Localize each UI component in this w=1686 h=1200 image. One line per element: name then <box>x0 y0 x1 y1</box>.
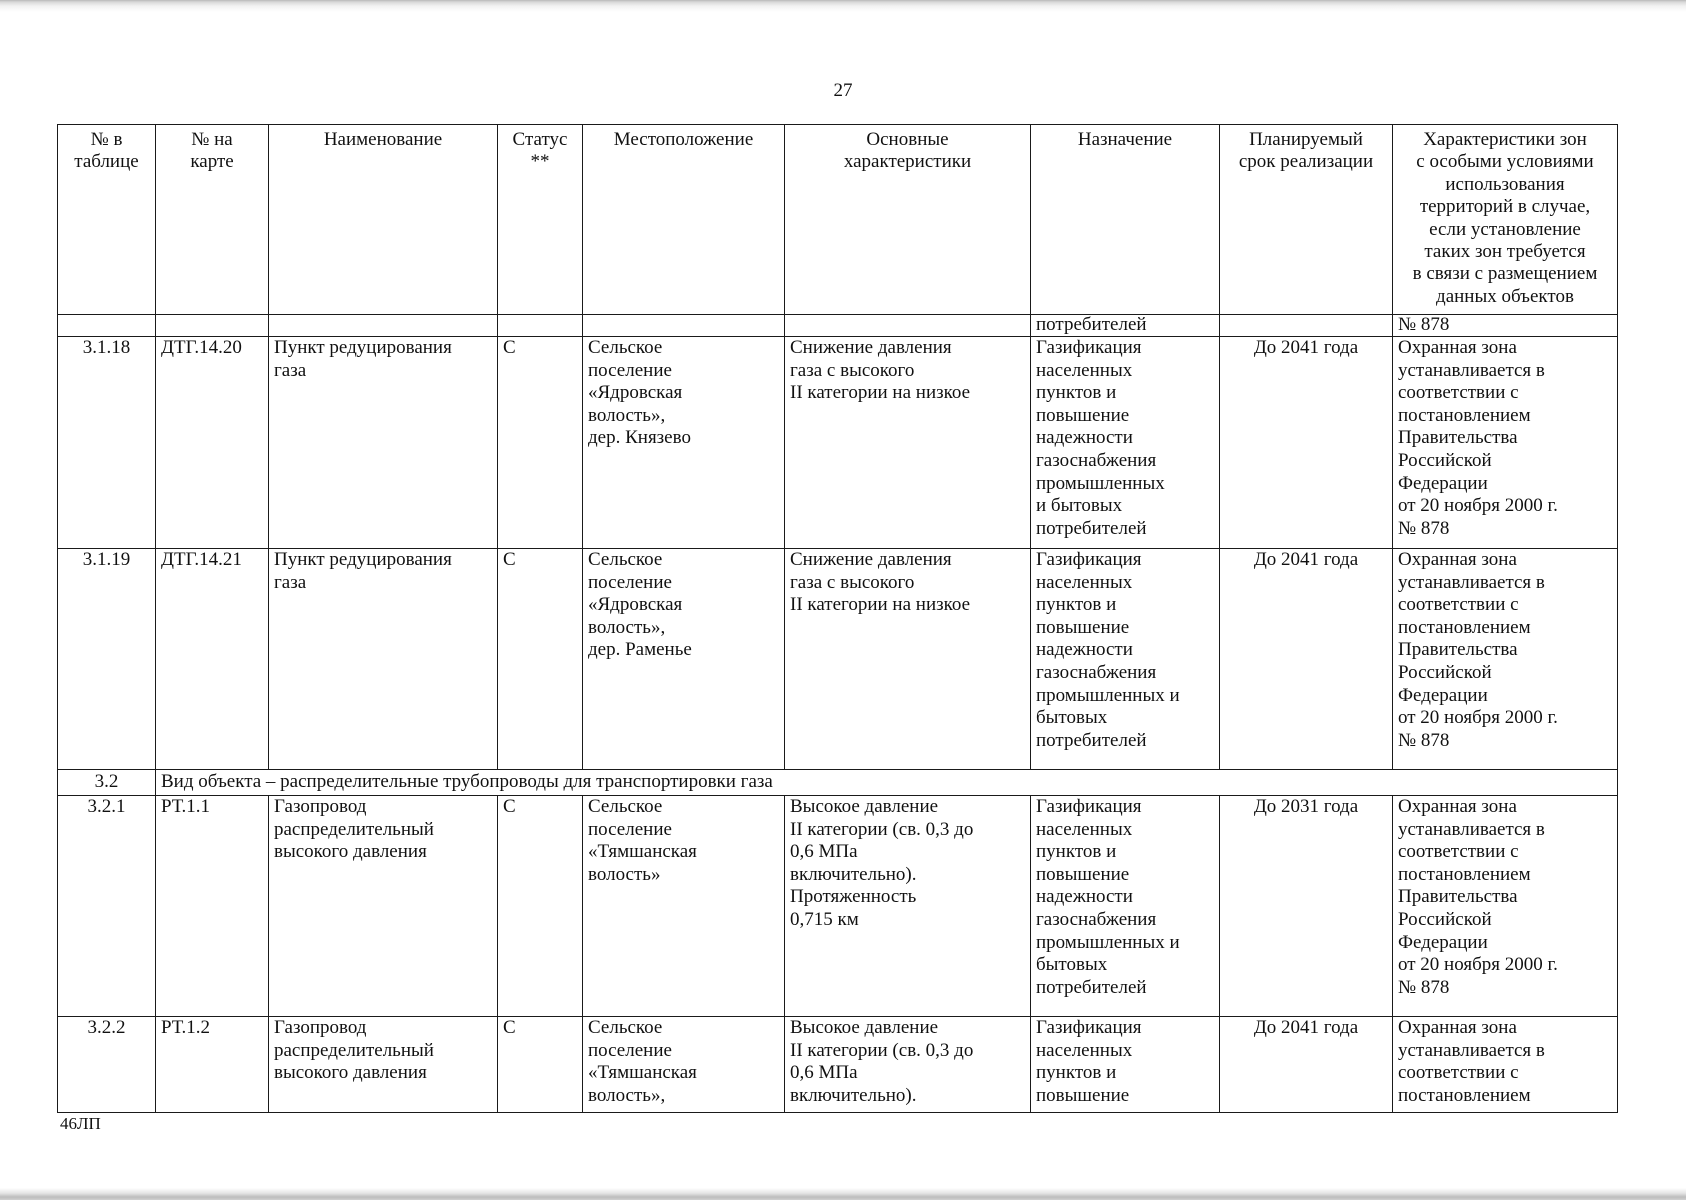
row-characteristics: Снижение давления газа с высокого II категории на низкое <box>785 549 1031 770</box>
row-purpose: Газификация населенных пунктов и повышение надежности газоснабжения промышленных и бытовых потребителей <box>1031 549 1220 770</box>
header-location: Местоположение <box>583 125 785 315</box>
row-status: С <box>498 796 583 1017</box>
table-row <box>58 1017 1618 1113</box>
cont-cell-char <box>785 315 1031 337</box>
cont-cell-num <box>58 315 156 337</box>
row-characteristics: Снижение давления газа с высокого II категории на низкое <box>785 337 1031 549</box>
row-purpose: Газификация населенных пунктов и повышение надежности газоснабжения промышленных и бытовых потребителей <box>1031 796 1220 1017</box>
row-planned: До 2041 года <box>1220 1017 1393 1113</box>
row-zone: Охранная зона устанавливается в соответствии с постановлением Правительства Российской Федерации от 20 ноября 2000 г. № 878 <box>1393 549 1618 770</box>
row-location: Сельское поселение «Тямшанская волость» <box>583 796 785 1017</box>
cont-cell-status <box>498 315 583 337</box>
cont-purpose: потребителей <box>1031 315 1220 337</box>
row-status: С <box>498 337 583 549</box>
cont-cell-map <box>156 315 269 337</box>
row-zone: Охранная зона устанавливается в соответствии с постановлением Правительства Российской Федерации от 20 ноября 2000 г. № 878 <box>1393 337 1618 549</box>
row-characteristics: Высокое давление II категории (св. 0,3 до 0,6 МПа включительно). Протяженность 0,715 км <box>785 796 1031 1017</box>
scan-edge-bottom <box>0 1188 1686 1200</box>
continuation-row <box>58 315 1618 337</box>
header-row <box>58 125 1618 315</box>
document-code: 46ЛП <box>60 1114 101 1133</box>
cont-zone: № 878 <box>1393 315 1618 337</box>
row-num: 3.2.2 <box>58 1017 156 1113</box>
cont-cell-planned <box>1220 315 1393 337</box>
section-row <box>58 770 1618 796</box>
row-name: Пункт редуцирования газа <box>269 549 498 770</box>
row-num: 3.1.19 <box>58 549 156 770</box>
row-characteristics: Высокое давление II категории (св. 0,3 до 0,6 МПа включительно). <box>785 1017 1031 1113</box>
header-zone: Характеристики зон с особыми условиями использования территорий в случае, если установление таких зон требуется в связи с размещением данных объектов <box>1393 125 1618 315</box>
row-num: 3.2.1 <box>58 796 156 1017</box>
row-location: Сельское поселение «Тямшанская волость», <box>583 1017 785 1113</box>
table-row <box>58 549 1618 770</box>
header-characteristics: Основные характеристики <box>785 125 1031 315</box>
row-map-no: РТ.1.2 <box>156 1017 269 1113</box>
row-num: 3.1.18 <box>58 337 156 549</box>
objects-table <box>57 124 1618 1113</box>
header-name: Наименование <box>269 125 498 315</box>
header-map-no: № на карте <box>156 125 269 315</box>
row-map-no: ДТГ.14.21 <box>156 549 269 770</box>
header-num: № в таблице <box>58 125 156 315</box>
row-purpose: Газификация населенных пунктов и повышение <box>1031 1017 1220 1113</box>
row-planned: До 2041 года <box>1220 549 1393 770</box>
header-purpose: Назначение <box>1031 125 1220 315</box>
row-location: Сельское поселение «Ядровская волость», дер. Раменье <box>583 549 785 770</box>
row-map-no: РТ.1.1 <box>156 796 269 1017</box>
row-planned: До 2031 года <box>1220 796 1393 1017</box>
table-row <box>58 796 1618 1017</box>
row-zone: Охранная зона устанавливается в соответствии с постановлением <box>1393 1017 1618 1113</box>
row-planned: До 2041 года <box>1220 337 1393 549</box>
header-planned: Планируемый срок реализации <box>1220 125 1393 315</box>
row-location: Сельское поселение «Ядровская волость», дер. Князево <box>583 337 785 549</box>
row-zone: Охранная зона устанавливается в соответствии с постановлением Правительства Российской Федерации от 20 ноября 2000 г. № 878 <box>1393 796 1618 1017</box>
row-name: Пункт редуцирования газа <box>269 337 498 549</box>
cont-cell-location <box>583 315 785 337</box>
row-status: С <box>498 549 583 770</box>
page-number: 27 <box>833 80 853 101</box>
row-purpose: Газификация населенных пунктов и повышение надежности газоснабжения промышленных и бытовых потребителей <box>1031 337 1220 549</box>
row-map-no: ДТГ.14.20 <box>156 337 269 549</box>
cont-cell-name <box>269 315 498 337</box>
table-row <box>58 337 1618 549</box>
row-name: Газопровод распределительный высокого давления <box>269 796 498 1017</box>
scan-edge-top <box>0 0 1686 12</box>
header-status: Статус ** <box>498 125 583 315</box>
section-title: Вид объекта – распределительные трубопроводы для транспортировки газа <box>156 770 1618 796</box>
section-num: 3.2 <box>58 770 156 796</box>
row-status: С <box>498 1017 583 1113</box>
row-name: Газопровод распределительный высокого давления <box>269 1017 498 1113</box>
